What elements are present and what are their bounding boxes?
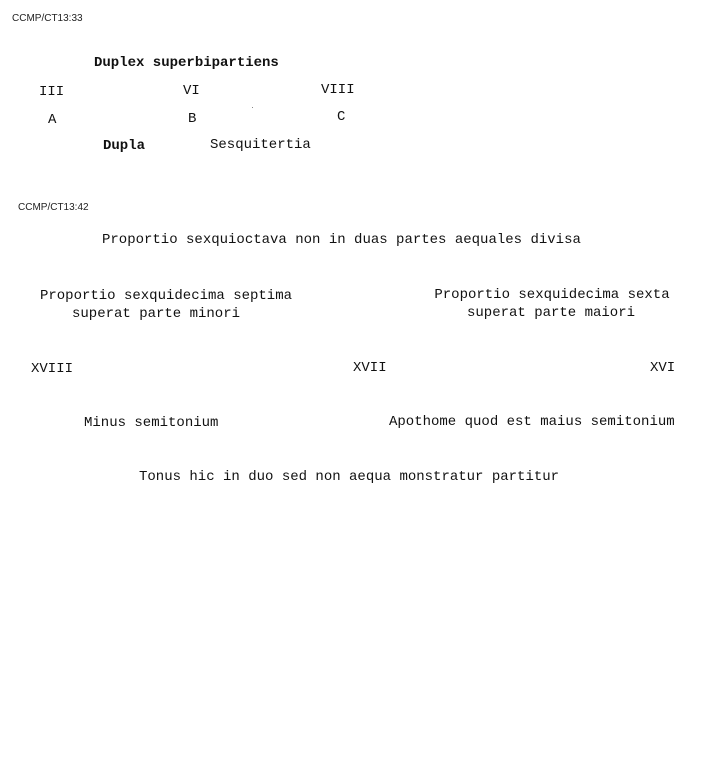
figure-2-title: Proportio sexquioctava non in duas partes aequales divisa bbox=[102, 232, 581, 248]
numeral-xvii: XVII bbox=[353, 360, 387, 376]
numeral-vi: VI bbox=[183, 83, 200, 99]
figure-2-reference: CCMP/CT13:42 bbox=[18, 202, 89, 213]
figure-1-top-label: Duplex superbipartiens bbox=[94, 55, 279, 71]
left-proportion-line-2: superat parte minori bbox=[71, 306, 241, 322]
numeral-xviii: XVIII bbox=[31, 361, 74, 377]
label-dupla: Dupla bbox=[103, 138, 146, 154]
label-sesquitertia: Sesquitertia bbox=[210, 137, 311, 153]
right-proportion-line-1: Proportio sexquidecima sexta bbox=[434, 287, 670, 303]
figure-1-reference: CCMP/CT13:33 bbox=[12, 13, 83, 24]
right-proportion-line-2: superat parte maiori bbox=[466, 305, 636, 321]
left-proportion-line-1: Proportio sexquidecima septima bbox=[39, 288, 293, 304]
letter-b: B bbox=[188, 111, 197, 127]
numeral-iii: III bbox=[39, 84, 65, 100]
figure-2-footer: Tonus hic in duo sed non aequa monstratur partitur bbox=[139, 469, 560, 485]
numeral-viii: VIII bbox=[321, 82, 355, 98]
stray-dot bbox=[252, 107, 253, 108]
label-apothome: Apothome quod est maius semitonium bbox=[389, 414, 675, 430]
letter-c: C bbox=[337, 109, 346, 125]
letter-a: A bbox=[48, 112, 57, 128]
numeral-xvi: XVI bbox=[650, 360, 676, 376]
label-minus-semitonium: Minus semitonium bbox=[84, 415, 219, 431]
